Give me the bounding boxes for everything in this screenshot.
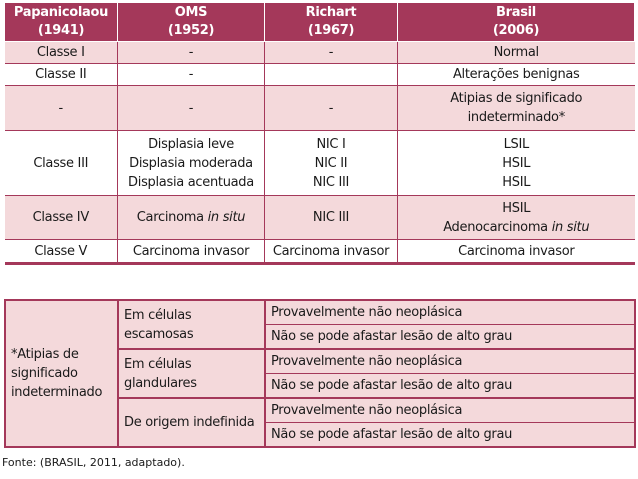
cell-brasil: Alterações benignas [398,64,635,86]
cell-italic-text: in situ [551,219,590,235]
cell-line: indeterminado* [467,110,565,125]
classification-table [4,2,635,265]
cell-line: NIC II [314,155,348,171]
table-row [5,42,635,64]
atypia-value: Provavelmente não neoplásica [265,349,635,374]
atypia-value: Não se pode afastar lesão de alto grau [265,374,635,399]
cell-oms [118,196,265,240]
cell-oms: Carcinoma invasor [118,240,265,264]
cell-text: Carcinoma [136,210,208,225]
atypia-value: Provavelmente não neoplásica [265,398,635,423]
atypia-category: Em células escamosas [118,300,265,349]
cell-line: Displasia acentuada [128,174,254,190]
cell-richart: Carcinoma invasor [265,240,398,264]
atypia-table [4,299,636,448]
header-year: (1941) [37,23,85,38]
cell-richart [265,131,398,196]
cell-oms [118,131,265,196]
label-line: significado [11,366,78,381]
label-line: indeterminado [11,385,103,400]
cell-line: HSIL [502,200,531,216]
cell-oms: - [118,86,265,131]
cell-richart: NIC III [265,196,398,240]
cell-richart: - [265,86,398,131]
cell-line: NIC III [312,174,350,190]
cell-brasil [398,131,635,196]
cell-richart [265,64,398,86]
header-brasil [398,3,635,42]
cell-brasil [398,86,635,131]
header-name: OMS [174,5,208,20]
cell-text: Adenocarcinoma [443,219,552,235]
atypia-value: Não se pode afastar lesão de alto grau [265,325,635,350]
header-name: Richart [305,5,357,20]
cell-line [402,218,631,237]
cell-papanicolaou: Classe IV [5,196,118,240]
cell-line: LSIL [503,136,529,152]
cell-oms: - [118,64,265,86]
cell-papanicolaou: Classe III [5,131,118,196]
atypia-value: Não se pode afastar lesão de alto grau [265,423,635,448]
cell-line: HSIL [502,174,531,190]
cell-line: Atipias de significado [450,91,583,106]
table-row [5,196,635,240]
table-row [5,131,635,196]
header-oms [118,3,265,42]
cell-brasil [398,196,635,240]
atypia-category: Em células glandulares [118,349,265,398]
atypia-label [5,300,118,447]
cell-oms: - [118,42,265,64]
cell-line: Displasia leve [148,136,234,152]
cell-papanicolaou: - [5,86,118,131]
cell-brasil: Normal [398,42,635,64]
table-row [5,240,635,264]
cell-line: Displasia moderada [129,155,253,171]
cell-line: NIC I [316,136,346,152]
cell-brasil: Carcinoma invasor [398,240,635,264]
cell-line: HSIL [502,155,531,171]
cell-papanicolaou: Classe II [5,64,118,86]
header-richart [265,3,398,42]
table-row [5,64,635,86]
table-row [5,300,635,325]
cell-richart: - [265,42,398,64]
header-year: (2006) [492,23,540,38]
atypia-value: Provavelmente não neoplásica [265,300,635,325]
atypia-category: De origem indefinida [118,398,265,447]
header-name: Papanicolaou [13,5,109,20]
header-papanicolaou [5,3,118,42]
header-year: (1967) [307,23,355,38]
source-note: Fonte: (BRASIL, 2011, adaptado). [2,456,185,469]
header-name: Brasil [496,5,536,20]
cell-papanicolaou: Classe I [5,42,118,64]
cell-italic-text: in situ [207,210,246,225]
cell-papanicolaou: Classe V [5,240,118,264]
header-year: (1952) [167,23,215,38]
label-line: *Atipias de [11,347,79,362]
table-row [5,86,635,131]
header-row [5,3,635,42]
